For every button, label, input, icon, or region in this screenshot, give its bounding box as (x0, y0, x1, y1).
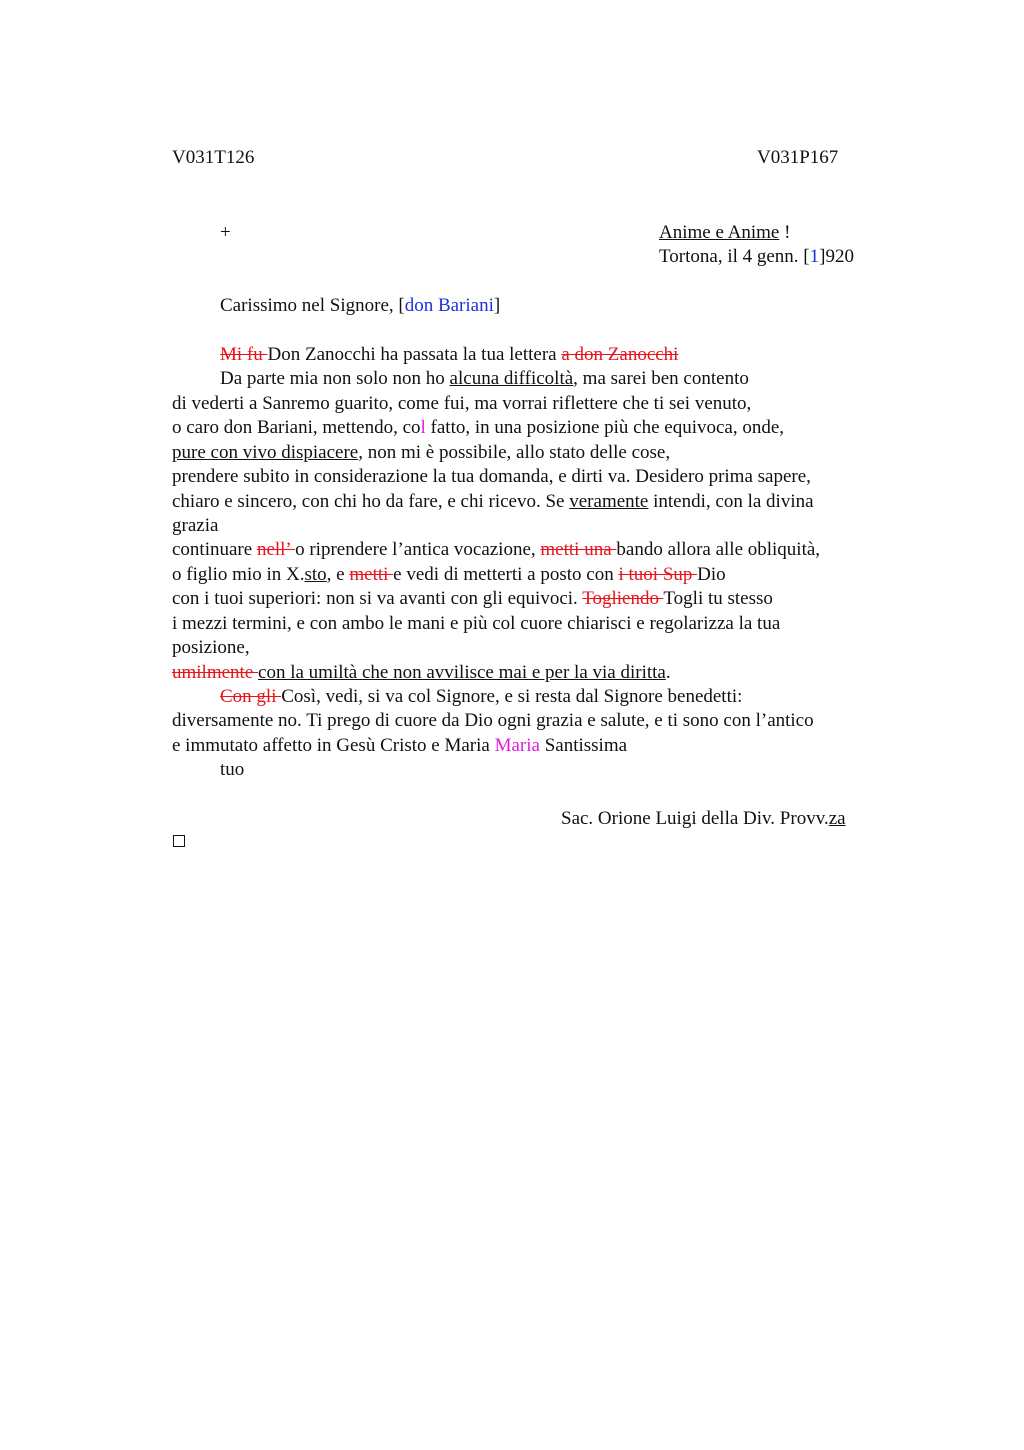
body-line-17 (172, 734, 627, 758)
inserted-text: Maria (494, 735, 540, 756)
line-text: Da parte mia non solo non ho (220, 368, 450, 389)
line-text: Così, vedi, si va col Signore, e si resta dal Signore benedetti: (281, 686, 743, 707)
right-document-code: V031P167 (757, 147, 839, 168)
deleted-text: nell’ (256, 539, 296, 560)
deleted-text: i tuoi Sup (618, 564, 698, 585)
body-line-6: prendere subito in considerazione la tua domanda, e dirti va. Desidero prima sapere, (172, 466, 811, 487)
deleted-text: a don Zanocchi (561, 344, 679, 365)
body-line-3: di vederti a Sanremo guarito, come fui, ma vorrai riflettere che ti sei venuto, (172, 393, 752, 414)
body-line-4 (172, 416, 784, 440)
underlined-text: con la umiltà che non avvilisce mai e per la via diritta (258, 662, 666, 683)
left-document-code: V031T126 (172, 147, 255, 168)
line-text: e immutato affetto in Gesù Cristo e Maria (172, 735, 495, 756)
line-text: , ma sarei ben contento (573, 368, 749, 389)
underlined-text: alcuna difficoltà (449, 368, 574, 389)
deleted-text: umilmente (172, 662, 259, 683)
dateline-prefix: Tortona, il 4 genn. [ (659, 246, 810, 267)
signature-text: Sac. Orione Luigi della Div. Provv. (561, 808, 829, 829)
salutation-close: ] (493, 295, 501, 316)
end-marker-box-icon (173, 835, 185, 847)
line-text: fatto, in una posizione più che equivoca, onde, (425, 417, 785, 438)
body-line-5 (172, 441, 670, 465)
salutation-text: Carissimo nel Signore, [ (220, 295, 405, 316)
line-text: . (665, 662, 671, 683)
cross-symbol: + (220, 222, 231, 243)
dateline-suffix: ]920 (819, 246, 854, 267)
line-text: chiaro e sincero, con chi ho da fare, e chi ricevo. Se (172, 491, 570, 512)
salutation-name: don Bariani (404, 295, 494, 316)
body-line-18: tuo (220, 759, 245, 780)
body-line-14 (172, 661, 671, 685)
motto-punct: ! (779, 222, 791, 243)
deleted-text: Mi fu (220, 344, 268, 365)
line-text: e vedi di metterti a posto con (393, 564, 619, 585)
body-line-15 (220, 685, 742, 709)
motto (659, 221, 790, 245)
deleted-text: Togliendo (582, 588, 664, 609)
underlined-text: pure con vivo dispiacere (172, 442, 359, 463)
line-text: continuare (172, 539, 257, 560)
salutation (220, 294, 500, 318)
body-line-12: i mezzi termini, e con ambo le mani e più col cuore chiarisci e regolarizza la tua (172, 613, 781, 634)
line-text: intendi, con la divina (648, 491, 814, 512)
signature (561, 807, 846, 831)
body-line-10 (172, 563, 726, 587)
motto-text: Anime e Anime (659, 222, 780, 243)
dateline (659, 245, 854, 269)
body-line-8: grazia (172, 515, 219, 536)
deleted-text: Con gli (220, 686, 282, 707)
line-text: , e (326, 564, 350, 585)
inserted-text: l (420, 417, 426, 438)
deleted-text: metti (349, 564, 394, 585)
line-text: o figlio mio in X. (172, 564, 305, 585)
line-text: bando allora alle obliquità, (616, 539, 821, 560)
body-line-7 (172, 490, 814, 514)
line-text: o caro don Bariani, mettendo, co (172, 417, 421, 438)
signature-suffix: za (828, 808, 846, 829)
line-text: Don Zanocchi ha passata la tua lettera (267, 344, 562, 365)
body-line-2 (220, 367, 749, 391)
line-text: con i tuoi superiori: non si va avanti con gli equivoci. (172, 588, 583, 609)
line-text: o riprendere l’antica vocazione, (295, 539, 541, 560)
underlined-text: sto (304, 564, 327, 585)
dateline-inserted: 1 (809, 246, 820, 267)
line-text: Santissima (539, 735, 628, 756)
line-text: Togli tu stesso (663, 588, 773, 609)
deleted-text: metti una (540, 539, 617, 560)
body-line-16: diversamente no. Ti prego di cuore da Dio ogni grazia e salute, e ti sono con l’antico (172, 710, 814, 731)
line-text: , non mi è possibile, allo stato delle cose, (358, 442, 671, 463)
body-line-11 (172, 587, 773, 611)
body-line-9 (172, 538, 820, 562)
underlined-text: veramente (569, 491, 649, 512)
line-text: Dio (697, 564, 726, 585)
body-line-13: posizione, (172, 637, 250, 658)
body-line-1 (220, 343, 678, 367)
